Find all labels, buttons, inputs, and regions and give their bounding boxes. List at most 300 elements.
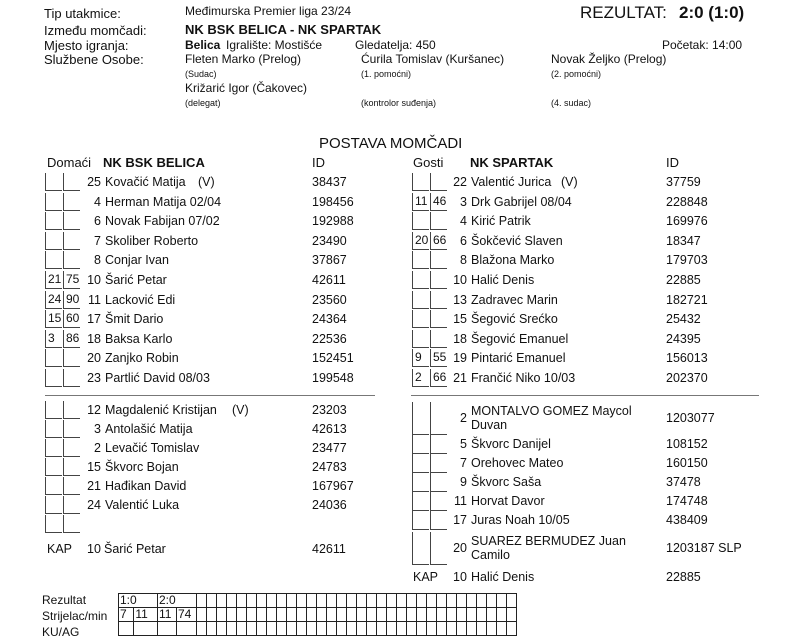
empty-cell [277, 608, 287, 622]
empty-cell [227, 594, 237, 608]
player-name: Juras Noah 10/05 [471, 513, 570, 527]
player-number: 4 [460, 214, 467, 229]
empty-cell [337, 608, 347, 622]
player-name: Zadravec Marin [471, 292, 558, 307]
player-number: 17 [87, 312, 101, 327]
player-name: Drk Gabrijel 08/04 [471, 194, 572, 209]
empty-cell [327, 622, 337, 636]
minute-box-out [63, 251, 80, 269]
empty-cell [497, 622, 507, 636]
player-name: Pintarić Emanuel [471, 351, 566, 366]
player-number: 17 [453, 513, 467, 527]
empty-cell [417, 594, 427, 608]
minute-box-in [412, 330, 429, 348]
empty-cell [387, 608, 397, 622]
player-name: Magdalenić Kristijan [105, 403, 217, 417]
minute-box-in [412, 212, 429, 230]
player-number: 15 [87, 460, 101, 474]
player-number: 18 [453, 331, 467, 346]
minute-box-in [45, 193, 62, 211]
minute-box-in: 11 [412, 193, 429, 211]
minute-box-in: 3 [45, 330, 62, 348]
minute-box-out [63, 439, 80, 457]
official-delegate-role: (delegat) [185, 98, 221, 108]
home-captain-id: 42611 [312, 542, 346, 556]
vice-captain-tag: (V) [561, 175, 578, 189]
score-cell: 2:0 [158, 594, 197, 608]
empty-cell [317, 622, 327, 636]
player-id: 23490 [312, 233, 347, 248]
empty-cell [477, 608, 487, 622]
score-cell: 1:0 [119, 594, 158, 608]
player-name-continued: Camilo [471, 548, 510, 562]
player-id: 18347 [666, 233, 701, 248]
empty-cell [197, 608, 207, 622]
empty-cell [307, 608, 317, 622]
minute-box-out [63, 349, 80, 367]
minute-box-in [412, 532, 429, 565]
empty-cell [297, 622, 307, 636]
empty-cell [237, 622, 247, 636]
minute-box-in: 20 [412, 232, 429, 250]
minute-box-out: 86 [63, 330, 80, 348]
official-assistant-1-role: (1. pomoćni) [361, 69, 412, 79]
minute-box-in [45, 212, 62, 230]
empty-cell [257, 594, 267, 608]
player-number: 20 [87, 351, 101, 366]
minute-box-in [45, 349, 62, 367]
minute-box-in [412, 291, 429, 309]
player-id: 24395 [666, 331, 701, 346]
empty-cell [317, 608, 327, 622]
empty-cell [407, 594, 417, 608]
player-id: 22536 [312, 331, 347, 346]
empty-cell [427, 622, 437, 636]
empty-cell [207, 622, 217, 636]
empty-cell [337, 622, 347, 636]
player-id: 160150 [666, 456, 708, 470]
home-captain-number: 10 [87, 542, 101, 556]
empty-cell [497, 608, 507, 622]
empty-cell [207, 594, 217, 608]
empty-cell [507, 594, 517, 608]
player-number: 6 [460, 233, 467, 248]
empty-cell [327, 608, 337, 622]
minute-box-out [63, 369, 80, 387]
empty-cell [307, 622, 317, 636]
empty-cell [437, 594, 447, 608]
empty-cell [477, 622, 487, 636]
empty-cell [227, 622, 237, 636]
player-id: 182721 [666, 292, 708, 307]
official-assistant-1: Ćurila Tomislav (Kuršanec) [361, 52, 505, 66]
player-name: Novak Fabijan 07/02 [105, 214, 220, 229]
player-id: 192988 [312, 214, 354, 229]
empty-cell [467, 594, 477, 608]
empty-cell [197, 594, 207, 608]
empty-cell [467, 622, 477, 636]
home-captain-name: Šarić Petar [104, 542, 166, 556]
empty-cell [507, 622, 517, 636]
away-captain-id: 22885 [666, 570, 701, 584]
empty-cell [407, 622, 417, 636]
teams-title: NK BSK BELICA - NK SPARTAK [185, 22, 382, 37]
player-name: Škvorc Saša [471, 475, 542, 489]
empty-cell [257, 622, 267, 636]
player-name: Hađikan David [105, 479, 187, 493]
player-name: Horvat Davor [471, 494, 545, 508]
scoring-row [119, 622, 517, 636]
empty-cell [158, 622, 177, 636]
player-id: 22885 [666, 273, 701, 287]
empty-cell [207, 608, 217, 622]
empty-cell [217, 608, 227, 622]
minute-box-in [45, 458, 62, 476]
player-number: 6 [94, 214, 101, 229]
minute-box-in [412, 173, 429, 191]
player-number: 9 [460, 475, 467, 489]
official-delegate: Križarić Igor (Čakovec) [185, 81, 308, 95]
minute-box-out [63, 173, 80, 191]
player-id: 174748 [666, 494, 708, 508]
player-name: Blažona Marko [471, 253, 555, 268]
empty-cell [327, 594, 337, 608]
empty-cell [277, 622, 287, 636]
empty-cell [427, 608, 437, 622]
player-id: 228848 [666, 194, 708, 209]
player-name: Šmit Dario [105, 312, 164, 327]
empty-cell [507, 608, 517, 622]
player-name: Kovačić Matija [105, 175, 186, 189]
player-number: 11 [88, 292, 101, 307]
player-id: 37867 [312, 253, 347, 268]
minute-box-out: 66 [430, 232, 447, 250]
empty-cell [347, 594, 357, 608]
minute-box-in [45, 496, 62, 514]
player-id: 438409 [666, 513, 708, 527]
empty-cell [457, 594, 467, 608]
league-name: Međimurska Premier liga 23/24 [185, 4, 352, 18]
player-id: 23203 [312, 403, 347, 417]
empty-cell [237, 594, 247, 608]
empty-cell [357, 594, 367, 608]
player-number: 8 [460, 253, 467, 268]
empty-cell [176, 622, 196, 636]
player-number: 7 [460, 456, 467, 470]
player-number: 20 [453, 541, 467, 555]
player-name: Šegović Emanuel [471, 331, 569, 346]
empty-cell [257, 608, 267, 622]
empty-cell [287, 608, 297, 622]
player-name: Škvorc Danijel [471, 437, 551, 451]
player-number: 5 [460, 437, 467, 451]
player-id: 169976 [666, 214, 708, 229]
empty-cell [119, 622, 134, 636]
player-name: Frančić Niko 10/03 [471, 371, 576, 385]
empty-cell [287, 594, 297, 608]
empty-cell [417, 608, 427, 622]
minute-box-out: 60 [63, 310, 80, 328]
player-id: 1203187 SLP [666, 541, 742, 555]
minute-box-in [412, 454, 429, 473]
minute-box-out [63, 232, 80, 250]
minute-box-out [63, 496, 80, 514]
player-number: 15 [453, 312, 467, 327]
player-name: SUAREZ BERMUDEZ Juan [471, 534, 626, 548]
minute-box-in [45, 401, 62, 419]
player-name: Zanjko Robin [105, 351, 179, 366]
spectators: Gledatelja: 450 [355, 38, 436, 52]
home-team-name: NK BSK BELICA [103, 155, 205, 170]
empty-cell [267, 622, 277, 636]
empty-cell [487, 594, 497, 608]
empty-cell [397, 622, 407, 636]
player-id: 202370 [666, 371, 708, 385]
player-number: 19 [453, 351, 467, 366]
player-number: 10 [87, 273, 101, 287]
minute-box-in [412, 473, 429, 492]
minute-box-in: 24 [45, 291, 62, 309]
home-divider [45, 395, 375, 396]
player-name: Conjar Ivan [105, 253, 169, 268]
minute-box-in [412, 511, 429, 530]
minute-box-in [412, 310, 429, 328]
player-id: 1203077 [666, 411, 715, 425]
player-name: Skoliber Roberto [105, 233, 199, 248]
officials-label: Službene Osobe: [44, 52, 144, 67]
minute-box-out: 90 [63, 291, 80, 309]
player-name: Antolašić Matija [105, 422, 193, 436]
home-captain-label: KAP [47, 542, 73, 556]
scorer-cell: 7 [119, 608, 134, 622]
player-number: 21 [453, 371, 467, 385]
empty-cell [134, 622, 158, 636]
player-id: 152451 [312, 351, 354, 366]
minute-box-in [45, 477, 62, 495]
rezultat-label: Rezultat [42, 593, 87, 607]
minute-box-out: 75 [63, 271, 80, 289]
player-number: 10 [453, 273, 467, 287]
empty-cell [297, 594, 307, 608]
official-controller-role: (kontrolor suđenja) [361, 98, 437, 108]
lineup-title: POSTAVA MOMČADI [319, 135, 463, 152]
player-id: 24036 [312, 498, 347, 512]
empty-cell [397, 594, 407, 608]
player-name: Halić Denis [471, 273, 535, 287]
empty-cell [457, 622, 467, 636]
empty-cell [247, 622, 257, 636]
empty-cell [377, 608, 387, 622]
scoring-row [119, 594, 517, 608]
minute-box-in [45, 232, 62, 250]
home-id-header: ID [312, 155, 325, 170]
player-id: 38437 [312, 175, 347, 189]
empty-cell [297, 608, 307, 622]
minute-box-in [45, 515, 62, 533]
result-value: 2:0 (1:0) [679, 3, 745, 22]
away-divider [411, 395, 759, 396]
empty-cell [347, 622, 357, 636]
empty-cell [197, 622, 207, 636]
player-id: 198456 [312, 194, 354, 209]
minute-box-in: 15 [45, 310, 62, 328]
vice-captain-tag: (V) [232, 403, 249, 417]
away-id-header: ID [666, 155, 679, 170]
player-name: Valentić Jurica [471, 175, 552, 189]
empty-cell [487, 608, 497, 622]
minute-box-in [45, 439, 62, 457]
player-id: 23477 [312, 441, 347, 455]
scoring-table [118, 593, 517, 636]
empty-cell [437, 608, 447, 622]
player-id: 42611 [312, 273, 346, 287]
scoring-row [119, 608, 517, 622]
player-number: 11 [454, 494, 467, 508]
between-label: Između momčadi: [44, 23, 147, 38]
player-number: 7 [94, 233, 101, 248]
empty-cell [407, 608, 417, 622]
kickoff-time: Početak: 14:00 [662, 38, 743, 52]
player-name: Partlić David 08/03 [105, 371, 210, 385]
player-id: 108152 [666, 437, 708, 451]
player-name: Škvorc Bojan [105, 460, 179, 474]
player-number: 25 [87, 175, 101, 189]
player-id: 24364 [312, 312, 347, 327]
player-number: 8 [94, 253, 101, 268]
venue-label: Mjesto igranja: [44, 38, 129, 53]
player-name: Kirić Patrik [471, 214, 531, 229]
official-referee-role: (Sudac) [185, 69, 217, 79]
minute-box-in: 9 [412, 349, 429, 367]
scorer-cell: 11 [158, 608, 177, 622]
player-id: 179703 [666, 253, 708, 268]
minute-box-out [63, 477, 80, 495]
minute-box-out [63, 212, 80, 230]
player-number: 3 [460, 194, 467, 209]
empty-cell [457, 608, 467, 622]
scorer-cell: 74 [176, 608, 196, 622]
minute-box-in [45, 369, 62, 387]
player-number: 12 [87, 403, 101, 417]
player-name: Herman Matija 02/04 [105, 194, 222, 209]
empty-cell [277, 594, 287, 608]
empty-cell [217, 594, 227, 608]
scorer-cell: 11 [134, 608, 158, 622]
venue-city: Belica [185, 38, 221, 52]
minute-box-out: 66 [430, 369, 447, 387]
player-id: 37759 [666, 175, 701, 189]
official-referee: Fleten Marko (Prelog) [185, 52, 302, 66]
minute-box-in [412, 402, 429, 435]
empty-cell [387, 594, 397, 608]
empty-cell [267, 608, 277, 622]
player-number: 22 [453, 175, 467, 189]
player-id: 24783 [312, 460, 347, 474]
player-number: 24 [87, 498, 101, 512]
player-name-continued: Duvan [471, 418, 508, 432]
minute-box-in [412, 251, 429, 269]
empty-cell [397, 608, 407, 622]
away-team-name: NK SPARTAK [470, 155, 554, 170]
empty-cell [497, 594, 507, 608]
player-name: Šarić Petar [105, 273, 167, 287]
player-number: 13 [453, 292, 467, 307]
player-name: Šegović Srećko [471, 312, 558, 327]
empty-cell [437, 622, 447, 636]
strijelac-label: Strijelac/min [42, 609, 108, 623]
away-captain-name: Halić Denis [471, 570, 535, 584]
minute-box-in [45, 251, 62, 269]
empty-cell [287, 622, 297, 636]
player-name: MONTALVO GOMEZ Maycol [471, 404, 632, 418]
player-id: 37478 [666, 475, 701, 489]
empty-cell [367, 594, 377, 608]
player-id: 25432 [666, 312, 701, 327]
empty-cell [267, 594, 277, 608]
player-number: 3 [94, 422, 101, 436]
player-id: 42613 [312, 422, 347, 436]
player-number: 2 [94, 441, 101, 455]
player-id: 23560 [312, 292, 347, 307]
official-assistant-2: Novak Željko (Prelog) [551, 52, 667, 66]
minute-box-out [63, 401, 80, 419]
empty-cell [307, 594, 317, 608]
official-fourth-role: (4. sudac) [551, 98, 592, 108]
empty-cell [377, 594, 387, 608]
empty-cell [337, 594, 347, 608]
empty-cell [317, 594, 327, 608]
minute-box-out [63, 515, 80, 533]
empty-cell [357, 608, 367, 622]
minute-box-in [412, 492, 429, 511]
empty-cell [357, 622, 367, 636]
minute-box-in [45, 420, 62, 438]
minute-box-out [63, 420, 80, 438]
away-captain-label: KAP [413, 570, 439, 584]
player-id: 199548 [312, 371, 354, 385]
player-id: 167967 [312, 479, 354, 493]
empty-cell [377, 622, 387, 636]
empty-cell [487, 622, 497, 636]
player-name: Levačić Tomislav [105, 441, 200, 455]
minute-box-in [412, 271, 429, 289]
player-number: 21 [87, 479, 101, 493]
player-name: Lacković Edi [105, 292, 176, 307]
away-side-label: Gosti [413, 155, 444, 170]
empty-cell [467, 608, 477, 622]
minute-box-in [412, 435, 429, 454]
home-side-label: Domaći [47, 155, 92, 170]
player-name: Šokčević Slaven [471, 233, 563, 248]
player-id: 156013 [666, 351, 708, 366]
player-number: 4 [94, 194, 101, 209]
result-label: REZULTAT: [580, 3, 667, 22]
empty-cell [247, 594, 257, 608]
vice-captain-tag: (V) [198, 175, 215, 189]
empty-cell [447, 622, 457, 636]
minute-box-in [45, 173, 62, 191]
player-name: Orehovec Mateo [471, 456, 564, 470]
empty-cell [217, 622, 227, 636]
player-number: 18 [87, 331, 101, 346]
empty-cell [387, 622, 397, 636]
empty-cell [447, 594, 457, 608]
official-assistant-2-role: (2. pomoćni) [551, 69, 602, 79]
empty-cell [427, 594, 437, 608]
empty-cell [237, 608, 247, 622]
minute-box-in: 2 [412, 369, 429, 387]
empty-cell [367, 608, 377, 622]
